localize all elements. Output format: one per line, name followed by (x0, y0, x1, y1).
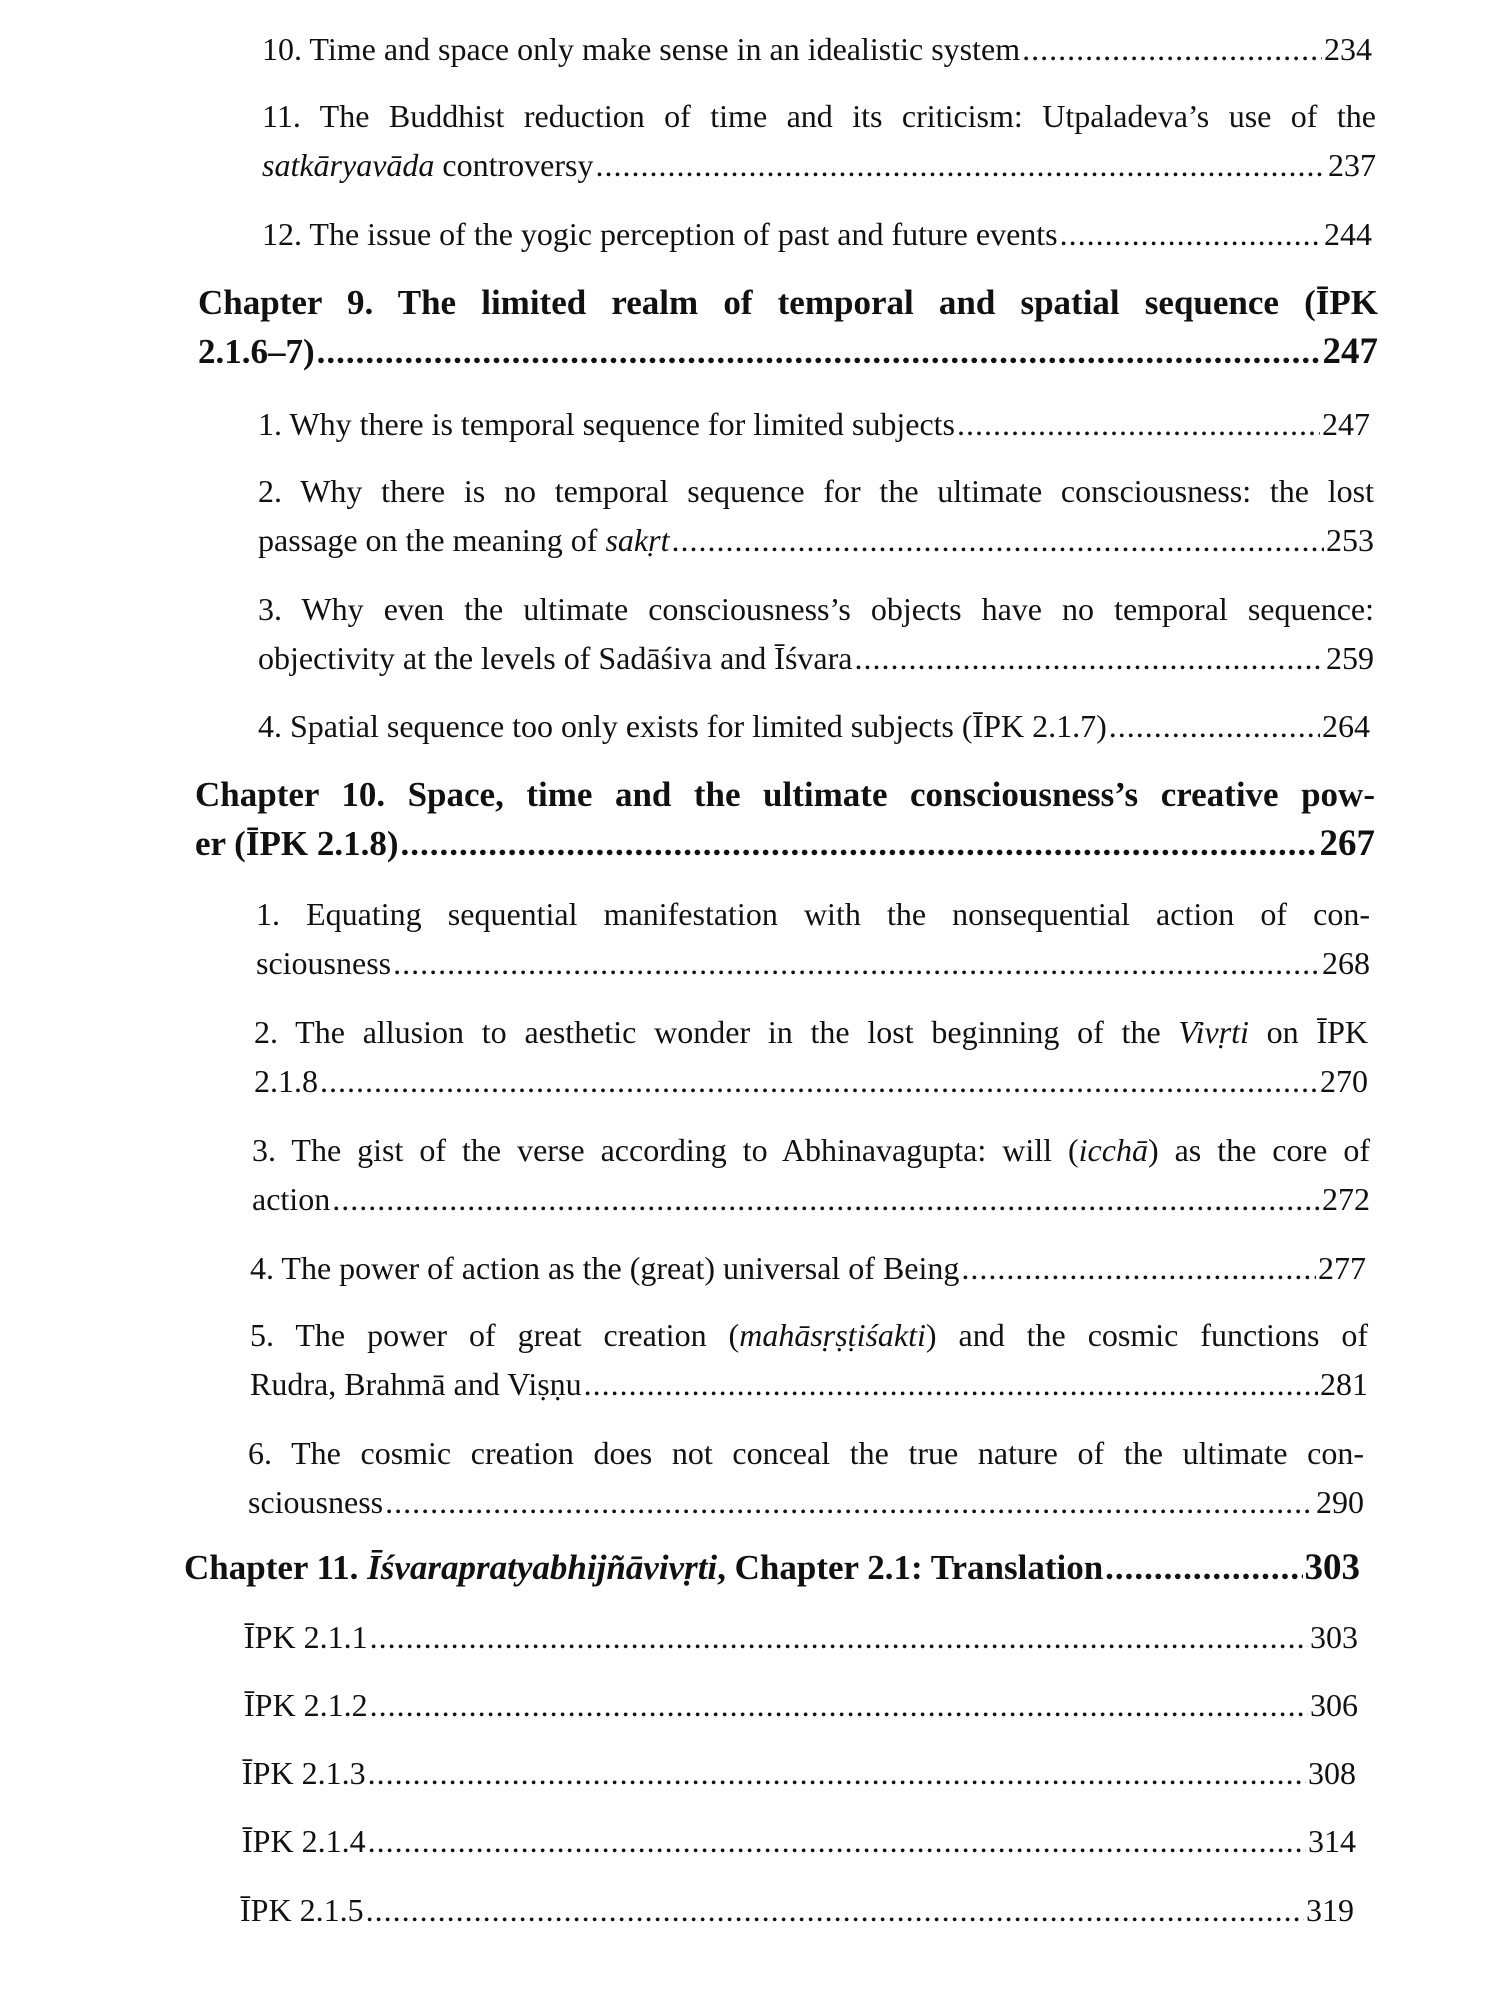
entry-title-line-2: satkāryavāda controversy (262, 147, 594, 183)
page-number: 267 (1319, 823, 1375, 864)
page-number: 244 (1324, 216, 1372, 252)
toc-entry-ch10-section-5[interactable] (250, 1311, 1368, 1409)
page-number: 308 (1308, 1755, 1356, 1791)
entry-title-line-1: 3. Why even the ultimate consciousness’s objects have no temporal sequence: (258, 591, 1374, 627)
leader-dots (1060, 210, 1322, 259)
page-number: 319 (1306, 1892, 1354, 1928)
leader-dots (320, 1057, 1318, 1106)
page-number: 314 (1308, 1823, 1356, 1859)
chapter-title: Chapter 11. Īśvarapratyabhijñāvivṛti, Chapter 2.1: Translation (184, 1548, 1104, 1587)
toc-entry-ipk-2-1-5[interactable] (240, 1886, 1354, 1935)
chapter-title-line-2: 2.1.6–7) (198, 332, 315, 371)
leader-dots (332, 1175, 1320, 1224)
toc-entry-ch10-section-4[interactable] (250, 1244, 1366, 1293)
leader-dots (854, 634, 1324, 683)
chapter-title-italic: Īśvarapratyabhijñāvivṛti (367, 1548, 718, 1587)
leader-dots (1022, 25, 1322, 74)
entry-title-line-2: sciousness (256, 945, 392, 981)
entry-title: 10. Time and space only make sense in an idealistic system (262, 31, 1021, 67)
leader-dots (584, 1360, 1318, 1409)
leader-dots (370, 1613, 1308, 1662)
leader-dots (366, 1886, 1304, 1935)
page-number: 303 (1310, 1619, 1358, 1655)
leader-dots (368, 1817, 1306, 1866)
page-number: 306 (1310, 1687, 1358, 1723)
leader-dots (957, 400, 1320, 449)
page-number: 268 (1322, 945, 1370, 981)
page-number: 259 (1326, 640, 1374, 676)
toc-entry-section-11[interactable] (262, 92, 1376, 190)
entry-title: 4. The power of action as the (great) universal of Being (250, 1250, 960, 1286)
toc-entry-ipk-2-1-3[interactable] (242, 1749, 1356, 1798)
entry-title-line-2: objectivity at the levels of Sadāśiva and Īśvara (258, 640, 853, 676)
toc-entry-chapter-11[interactable] (184, 1543, 1360, 1592)
chapter-title-line-1: Chapter 10. Space, time and the ultimate consciousness’s creative pow- (195, 775, 1375, 814)
leader-dots (671, 516, 1324, 565)
page-number: 281 (1320, 1366, 1368, 1402)
page-number: 247 (1322, 331, 1378, 372)
toc-entry-section-10[interactable] (262, 25, 1372, 74)
entry-title: ĪPK 2.1.2 (244, 1687, 368, 1723)
entry-title: ĪPK 2.1.4 (242, 1823, 366, 1859)
entry-title-italic: sakṛt (605, 522, 670, 558)
toc-entry-ch10-section-2[interactable] (254, 1008, 1368, 1106)
entry-title: 12. The issue of the yogic perception of past and future events (262, 216, 1058, 252)
toc-entry-ch9-section-2[interactable] (258, 467, 1374, 565)
leader-dots (317, 327, 1321, 376)
entry-title-line-1: 6. The cosmic creation does not conceal the true nature of the ultimate con- (248, 1435, 1364, 1471)
page-number: 253 (1326, 522, 1374, 558)
page-number: 247 (1322, 406, 1370, 442)
leader-dots (400, 819, 1317, 868)
chapter-title-line-2: er (ĪPK 2.1.8) (195, 824, 399, 863)
toc-entry-ch9-section-4[interactable] (258, 702, 1370, 751)
leader-dots (393, 939, 1320, 988)
page-number: 270 (1320, 1063, 1368, 1099)
entry-title-italic: satkāryavāda (262, 147, 435, 183)
toc-entry-ipk-2-1-1[interactable] (244, 1613, 1358, 1662)
leader-dots (1109, 702, 1320, 751)
leader-dots (1105, 1543, 1302, 1592)
entry-title-line-2: passage on the meaning of sakṛt (258, 522, 670, 558)
toc-entry-ch10-section-1[interactable] (256, 890, 1370, 988)
leader-dots (385, 1478, 1314, 1527)
page-number: 237 (1328, 147, 1376, 183)
entry-title-line-1: 2. The allusion to aesthetic wonder in the lost beginning of the Vivṛti on ĪPK (254, 1014, 1369, 1050)
page-number: 272 (1322, 1181, 1370, 1217)
entry-title-line-2: 2.1.8 (254, 1063, 318, 1099)
leader-dots (595, 141, 1326, 190)
leader-dots (370, 1681, 1308, 1730)
entry-title: ĪPK 2.1.5 (240, 1892, 364, 1928)
page-number: 234 (1324, 31, 1372, 67)
entry-title-line-2: Rudra, Brahmā and Viṣṇu (250, 1366, 582, 1402)
toc-entry-ch10-section-6[interactable] (248, 1429, 1364, 1527)
toc-entry-ipk-2-1-2[interactable] (244, 1681, 1358, 1730)
page-number: 290 (1316, 1484, 1364, 1520)
toc-entry-chapter-9[interactable] (198, 278, 1378, 376)
entry-title-italic: Vivṛti (1178, 1014, 1249, 1050)
entry-title-line-1: 2. Why there is no temporal sequence for the ultimate consciousness: the lost (258, 473, 1374, 509)
toc-entry-ch10-section-3[interactable] (252, 1126, 1370, 1224)
toc-entry-ch9-section-3[interactable] (258, 585, 1374, 683)
entry-title: ĪPK 2.1.3 (242, 1755, 366, 1791)
chapter-title-line-1: Chapter 9. The limited realm of temporal and spatial sequence (ĪPK (198, 283, 1378, 322)
entry-title-line-2: sciousness (248, 1484, 384, 1520)
entry-title-line-1: 5. The power of great creation (mahāsṛṣṭiśakti) and the cosmic functions of (250, 1317, 1369, 1353)
leader-dots (368, 1749, 1306, 1798)
page-number: 264 (1322, 708, 1370, 744)
entry-title-line-1: 11. The Buddhist reduction of time and its criticism: Utpaladeva’s use of the (262, 98, 1376, 134)
toc-entry-ipk-2-1-4[interactable] (242, 1817, 1356, 1866)
toc-entry-section-12[interactable] (262, 210, 1372, 259)
page-number: 277 (1318, 1250, 1366, 1286)
entry-title: 1. Why there is temporal sequence for limited subjects (258, 406, 955, 442)
toc-entry-ch9-section-1[interactable] (258, 400, 1370, 449)
entry-title-line-1: 3. The gist of the verse according to Abhinavagupta: will (icchā) as the core of (252, 1132, 1371, 1168)
entry-title-italic: icchā (1078, 1132, 1148, 1168)
entry-title: 4. Spatial sequence too only exists for limited subjects (ĪPK 2.1.7) (258, 708, 1107, 744)
leader-dots (961, 1244, 1316, 1293)
entry-title-italic: mahāsṛṣṭiśakti (739, 1317, 926, 1353)
entry-title-line-2: action (252, 1181, 331, 1217)
entry-title: ĪPK 2.1.1 (244, 1619, 368, 1655)
entry-title-line-1: 1. Equating sequential manifestation with the nonsequential action of con- (256, 896, 1370, 932)
page-number: 303 (1304, 1547, 1360, 1588)
toc-entry-chapter-10[interactable] (195, 770, 1375, 868)
